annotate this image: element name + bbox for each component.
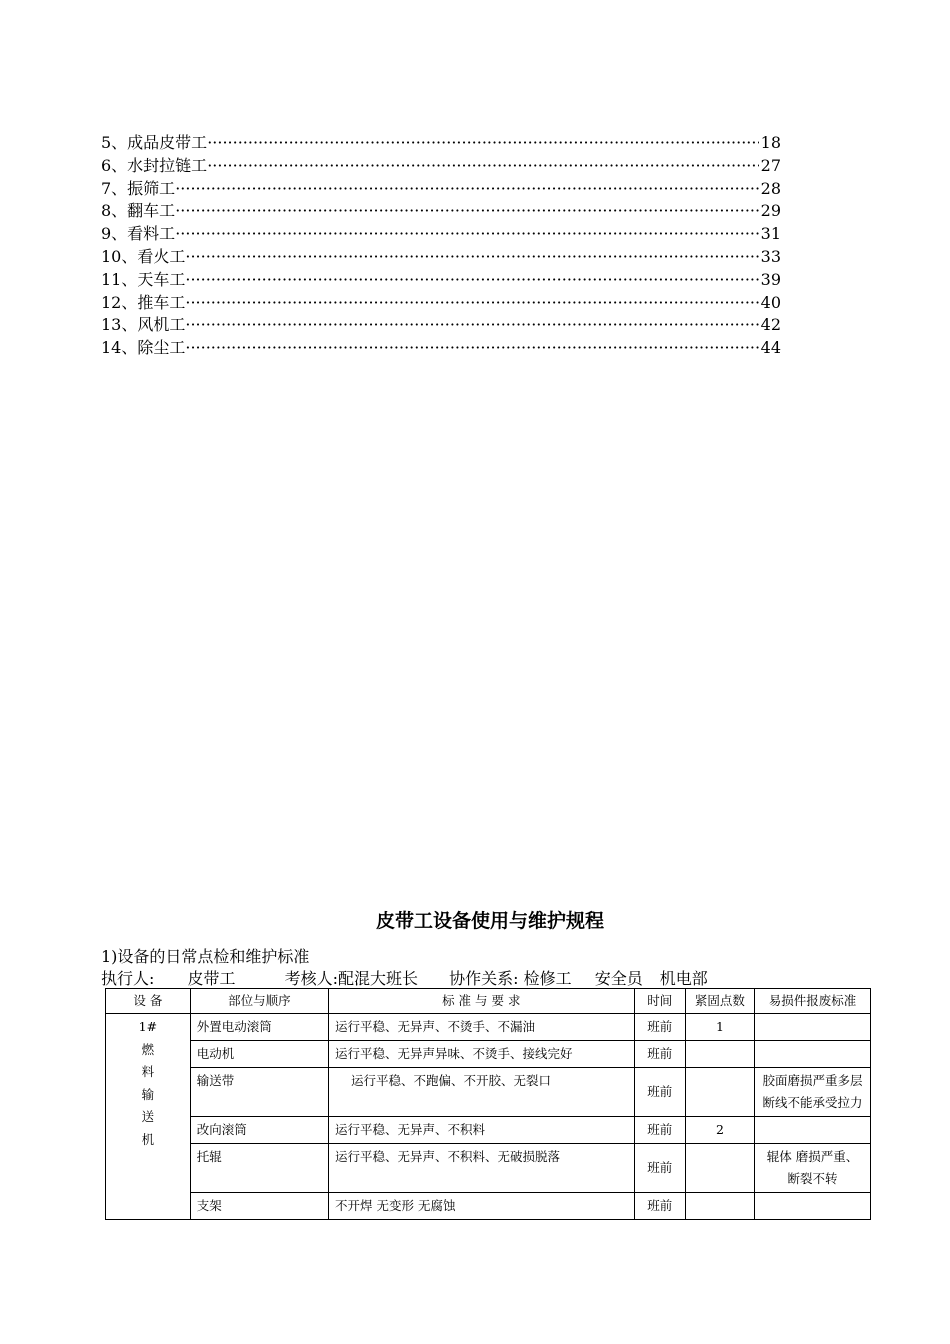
standard-cell: 不开焊 无变形 无腐蚀 bbox=[329, 1193, 635, 1220]
section-title: 皮带工设备使用与维护规程 bbox=[375, 910, 604, 932]
scrap-cell bbox=[754, 1193, 870, 1220]
cooperation-party-3: 机电部 bbox=[659, 969, 708, 988]
fastening-cell bbox=[685, 1193, 754, 1220]
equipment-char: 机 bbox=[141, 1131, 155, 1147]
toc-entry[interactable] bbox=[101, 178, 781, 201]
header-part: 部位与顺序 bbox=[190, 989, 328, 1014]
table-of-contents bbox=[101, 132, 781, 360]
toc-leader bbox=[185, 292, 759, 315]
fastening-cell bbox=[685, 1041, 754, 1068]
toc-page: 28 bbox=[760, 178, 781, 198]
toc-leader bbox=[207, 155, 759, 178]
toc-leader bbox=[185, 246, 759, 269]
header-time: 时间 bbox=[634, 989, 685, 1014]
equipment-char: 输 bbox=[141, 1086, 155, 1102]
fastening-cell: 1 bbox=[685, 1014, 754, 1041]
toc-leader bbox=[175, 178, 759, 201]
toc-entry[interactable] bbox=[101, 155, 781, 178]
table-header-row bbox=[106, 989, 871, 1014]
toc-label: 12、推车工 bbox=[101, 292, 186, 312]
time-cell: 班前 bbox=[634, 1117, 685, 1144]
toc-page: 18 bbox=[760, 133, 781, 152]
time-cell: 班前 bbox=[634, 1193, 685, 1220]
toc-entry[interactable] bbox=[101, 223, 781, 246]
toc-page: 33 bbox=[760, 246, 781, 266]
responsibility-line bbox=[101, 966, 708, 989]
scrap-cell bbox=[754, 1117, 870, 1144]
scrap-cell: 胶面磨损严重多层断线不能承受拉力 bbox=[754, 1068, 870, 1117]
scrap-cell bbox=[754, 1041, 870, 1068]
executor-label: 执行人: bbox=[101, 969, 155, 988]
toc-leader bbox=[185, 337, 759, 360]
equipment-char: 1# bbox=[138, 1019, 158, 1034]
section-subtitle: 1)设备的日常点检和维护标准 bbox=[101, 947, 310, 966]
time-cell: 班前 bbox=[634, 1041, 685, 1068]
toc-page: 27 bbox=[760, 155, 781, 175]
header-fastening-points: 紧固点数 bbox=[685, 989, 754, 1014]
toc-page: 44 bbox=[760, 338, 781, 358]
standard-cell: 运行平稳、不跑偏、不开胶、无裂口 bbox=[329, 1068, 635, 1117]
scrap-cell bbox=[754, 1014, 870, 1041]
part-cell: 输送带 bbox=[190, 1068, 328, 1117]
toc-page: 31 bbox=[760, 224, 781, 244]
maintenance-standard-table bbox=[105, 988, 871, 1220]
toc-entry[interactable] bbox=[101, 200, 781, 223]
part-cell: 改向滚筒 bbox=[190, 1117, 328, 1144]
table-row bbox=[106, 1144, 871, 1193]
toc-label: 14、除尘工 bbox=[101, 338, 186, 358]
scrap-cell: 辊体 磨损严重、断裂不转 bbox=[754, 1144, 870, 1193]
toc-label: 7、振筛工 bbox=[101, 178, 176, 198]
executor-value: 皮带工 bbox=[187, 969, 236, 988]
toc-entry[interactable] bbox=[101, 292, 781, 315]
standard-cell: 运行平稳、无异声异味、不烫手、接线完好 bbox=[329, 1041, 635, 1068]
toc-label: 6、水封拉链工 bbox=[101, 155, 208, 175]
toc-label: 5、成品皮带工 bbox=[101, 133, 208, 152]
toc-page: 40 bbox=[760, 292, 781, 312]
cooperation-party-2: 安全员 bbox=[594, 969, 643, 988]
assessor-value: 考核人:配混大班长 bbox=[284, 969, 419, 988]
standard-cell: 运行平稳、无异声、不积料、无破损脱落 bbox=[329, 1144, 635, 1193]
equipment-cell bbox=[106, 1014, 191, 1220]
header-standard: 标 准 与 要 求 bbox=[329, 989, 635, 1014]
table-row bbox=[106, 1117, 871, 1144]
part-cell: 外置电动滚筒 bbox=[190, 1014, 328, 1041]
fastening-cell: 2 bbox=[685, 1117, 754, 1144]
time-cell: 班前 bbox=[634, 1144, 685, 1193]
header-equipment: 设 备 bbox=[106, 989, 191, 1014]
standard-cell: 运行平稳、无异声、不烫手、不漏油 bbox=[329, 1014, 635, 1041]
table-row bbox=[106, 1068, 871, 1117]
standard-cell: 运行平稳、无异声、不积料 bbox=[329, 1117, 635, 1144]
equipment-char: 送 bbox=[141, 1109, 155, 1124]
equipment-char: 燃 bbox=[141, 1041, 155, 1057]
table-row bbox=[106, 1041, 871, 1068]
part-cell: 电动机 bbox=[190, 1041, 328, 1068]
part-cell: 托辊 bbox=[190, 1144, 328, 1193]
toc-leader bbox=[185, 269, 759, 292]
toc-label: 8、翻车工 bbox=[101, 201, 176, 221]
toc-leader bbox=[207, 132, 759, 155]
part-cell: 支架 bbox=[190, 1193, 328, 1220]
header-scrap-standard: 易损件报废标准 bbox=[754, 989, 870, 1014]
toc-label: 13、风机工 bbox=[101, 315, 186, 335]
toc-label: 10、看火工 bbox=[101, 246, 186, 266]
toc-entry[interactable] bbox=[101, 337, 781, 360]
fastening-cell bbox=[685, 1068, 754, 1117]
toc-entry[interactable] bbox=[101, 314, 781, 337]
toc-page: 42 bbox=[760, 315, 781, 335]
table-row bbox=[106, 1014, 871, 1041]
toc-leader bbox=[175, 200, 759, 223]
toc-label: 11、天车工 bbox=[101, 269, 186, 289]
toc-entry[interactable] bbox=[101, 269, 781, 292]
toc-leader bbox=[175, 223, 759, 246]
toc-label: 9、看料工 bbox=[101, 224, 176, 244]
equipment-char: 料 bbox=[141, 1064, 155, 1079]
toc-page: 29 bbox=[760, 201, 781, 221]
table-row bbox=[106, 1193, 871, 1220]
fastening-cell bbox=[685, 1144, 754, 1193]
cooperation-value: 协作关系: 检修工 bbox=[449, 969, 572, 988]
toc-entry[interactable] bbox=[101, 132, 781, 155]
toc-page: 39 bbox=[760, 269, 781, 289]
toc-leader bbox=[185, 314, 759, 337]
time-cell: 班前 bbox=[634, 1068, 685, 1117]
toc-entry[interactable] bbox=[101, 246, 781, 269]
time-cell: 班前 bbox=[634, 1014, 685, 1041]
